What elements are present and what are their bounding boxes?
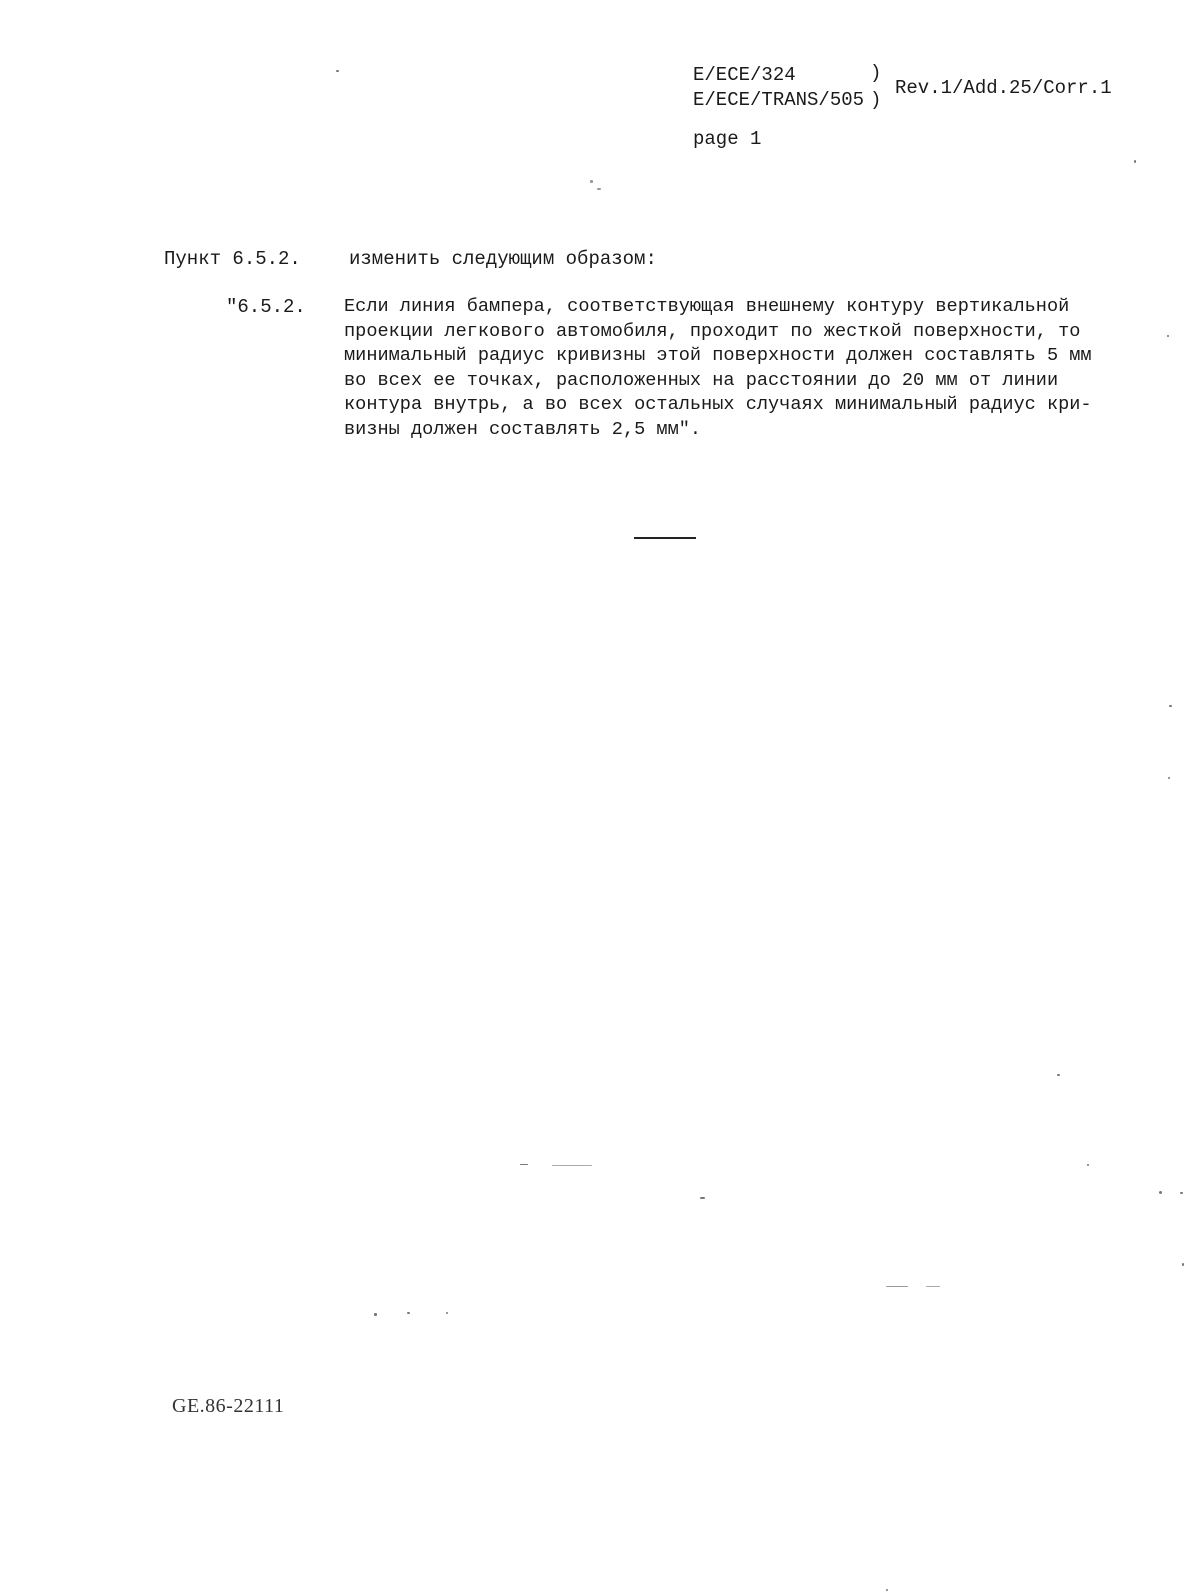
paragraph-line: минимальный радиус кривизны этой поверхности должен составлять 5 мм xyxy=(344,345,1092,366)
paragraph-line: во всех ее точках, расположенных на расстоянии до 20 мм от линии xyxy=(344,369,1059,391)
bracket-top: ) xyxy=(870,62,882,84)
scan-speck xyxy=(552,1165,592,1166)
scan-speck xyxy=(1182,1263,1184,1266)
scan-speck xyxy=(446,1312,448,1314)
scan-speck xyxy=(520,1164,528,1165)
scan-speck xyxy=(1168,777,1170,779)
revision-reference: Rev.1/Add.25/Corr.1 xyxy=(895,77,1112,99)
scan-speck xyxy=(700,1197,705,1199)
scan-speck xyxy=(407,1312,410,1314)
scan-speck xyxy=(926,1286,940,1287)
scan-speck xyxy=(590,180,593,183)
symbol-line-1: E/ECE/324 xyxy=(693,64,796,86)
scan-speck xyxy=(1134,160,1136,163)
scan-speck xyxy=(886,1286,908,1287)
scan-speck xyxy=(1159,1191,1162,1194)
scan-speck xyxy=(374,1313,377,1316)
page-number: page 1 xyxy=(693,128,762,150)
amendment-instruction: изменить следующим образом: xyxy=(349,248,657,270)
scan-speck xyxy=(1180,1192,1183,1194)
scan-speck xyxy=(336,70,339,72)
scan-speck xyxy=(1169,705,1172,707)
scan-speck xyxy=(886,1589,888,1591)
paragraph-body xyxy=(344,295,1134,442)
paragraph-line: визны должен составлять 2,5 мм". xyxy=(344,418,702,440)
paragraph-line: контура внутрь, а во всех остальных случаях минимальный радиус кри- xyxy=(344,394,1092,415)
scan-speck xyxy=(1057,1074,1060,1076)
amendment-label: Пункт 6.5.2. xyxy=(164,248,301,270)
paragraph-number: "6.5.2. xyxy=(226,296,306,318)
scan-speck xyxy=(1087,1164,1089,1166)
bracket-bottom: ) xyxy=(870,89,882,111)
symbol-line-2: E/ECE/TRANS/505 xyxy=(693,89,865,111)
paragraph-line: Если линия бампера, соответствующая внешнему контуру вертикальной xyxy=(344,296,1070,317)
scan-speck xyxy=(597,188,601,190)
document-job-number: GE.86-22111 xyxy=(172,1395,285,1417)
scan-speck xyxy=(1167,335,1169,337)
document-symbols xyxy=(693,63,864,113)
paragraph-line: проекции легкового автомобиля, проходит по жесткой поверхности, то xyxy=(344,320,1081,342)
end-of-text-rule xyxy=(634,537,696,539)
